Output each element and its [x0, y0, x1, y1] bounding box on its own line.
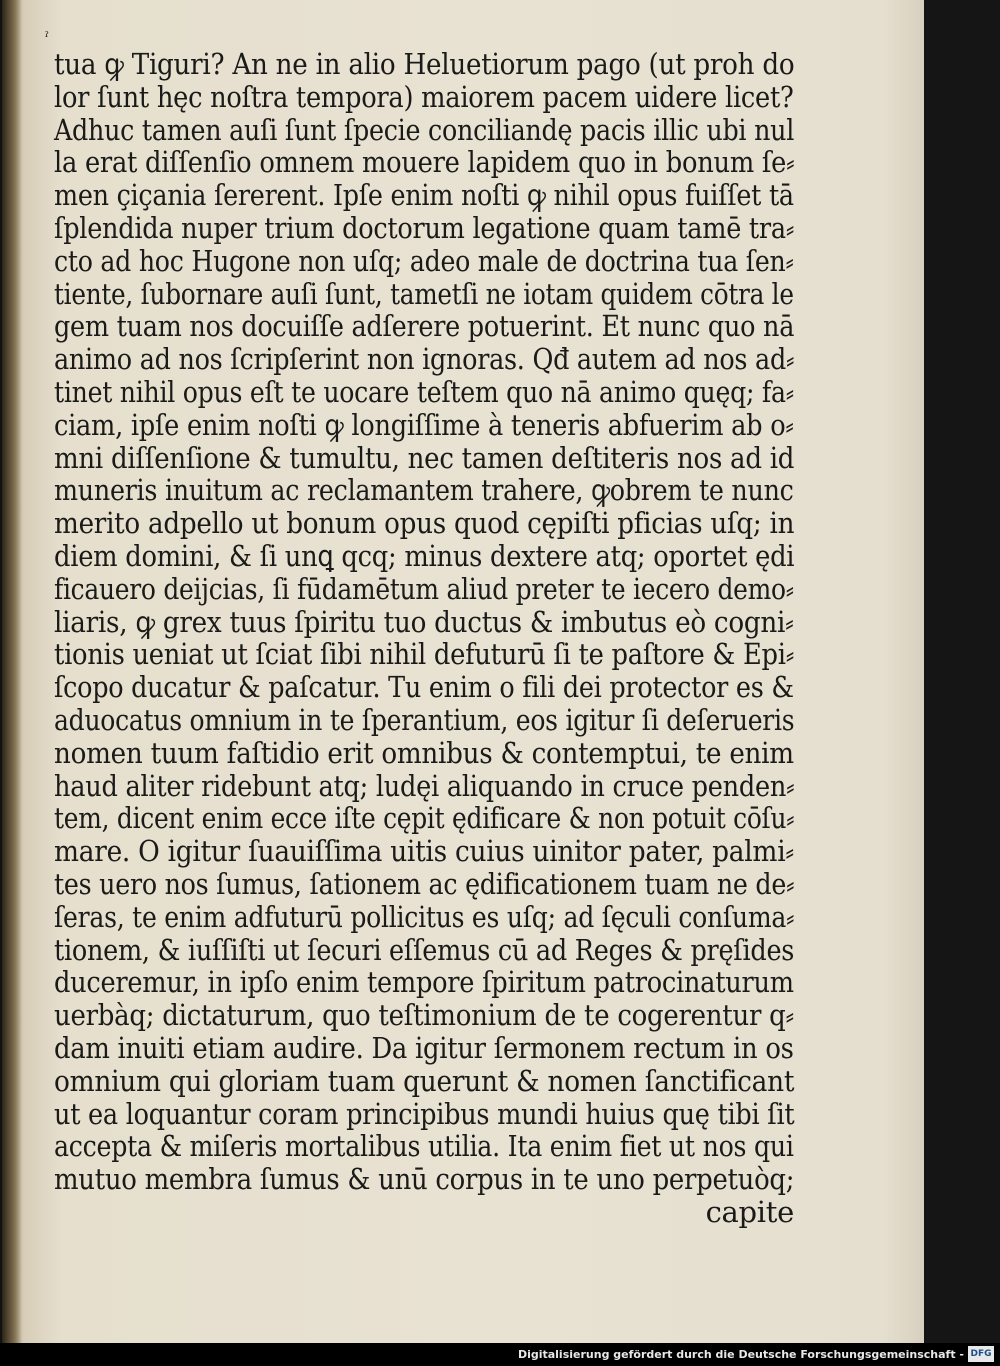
text-line: cto ad hoc Hugone non uſq; adeo male de doctrina tua ſen⸗ — [54, 243, 794, 278]
text-line: mare. O igitur ſuauiſſima uitis cuius uinitor pater, palmi⸗ — [54, 834, 794, 869]
text-line: tionis ueniat ut ſciat ſibi nihil defuturū ſi te paſtore & Epi⸗ — [54, 637, 795, 672]
text-line: tes uero nos ſumus, ſationem ac ędificationem tuam ne de⸗ — [54, 866, 795, 901]
text-line: ciam, ipſe enim noſti ꝙ longiſſime à teneris abfuerim ab o⸗ — [54, 407, 794, 442]
text-line: ficauero deijcias, ſi fūdamētum aliud preter te iecero demo⸗ — [54, 571, 794, 606]
text-line: muneris inuitum ac reclamantem trahere, ꝙobrem te nunc — [54, 473, 794, 508]
text-line: ut ea loquantur coram principibus mundi huius quę tibi ſit — [54, 1096, 795, 1131]
text-line: tionem, & iuſſiſti ut ſecuri eſſemus cū ad Reges & pręſides — [54, 932, 795, 967]
text-line: ſplendida nuper trium doctorum legatione quam tamē tra⸗ — [54, 210, 795, 245]
text-line: tinet nihil opus eſt te uocare teſtem quo nā animo quęq; fa⸗ — [54, 374, 794, 409]
text-line: la erat diſſenſio omnem mouere lapidem quo in bonum ſe⸗ — [54, 145, 795, 180]
digitization-footer — [0, 1343, 1000, 1366]
text-line: aduocatus omnium in te ſperantium, eos igitur ſi deſerueris — [54, 702, 795, 737]
text-line: merito adpello ut bonum opus quod cępiſti pficias uſq; in — [54, 506, 795, 541]
text-line: tem, dicent enim ecce iſte cępit ędificare & non potuit cōſu⸗ — [54, 801, 795, 836]
text-line: tua ꝙ Tiguri? An ne in alio Heluetiorum pago (ut proh do — [54, 47, 795, 81]
text-line: ſeras, te enim adfuturū pollicitus es uſq; ad ſęculi conſuma⸗ — [54, 899, 795, 934]
dfg-logo-icon: DFG — [968, 1346, 994, 1362]
page-mark: ˀ — [45, 30, 49, 46]
printed-text-block — [54, 48, 794, 1229]
text-line: mni diſſenſione & tumultu, nec tamen deſtiteris nos ad id — [54, 440, 795, 475]
text-line: Adhuc tamen auſi ſunt ſpecie conciliandę pacis illic ubi nul — [54, 112, 795, 147]
funding-credit: Digitalisierung gefördert durch die Deutsche Forschungsgemeinschaft - — [517, 1348, 964, 1361]
text-line: haud aliter ridebunt atq; ludęi aliquando in cruce penden⸗ — [54, 768, 795, 803]
text-line: dam inuiti etiam audire. Da igitur ſermonem rectum in os — [54, 1030, 794, 1065]
text-line: duceremur, in ipſo enim tempore ſpiritum patrocinaturum — [54, 965, 794, 1000]
text-line: accepta & miſeris mortalibus utilia. Ita enim fiet ut nos qui — [54, 1129, 794, 1164]
text-line: omnium qui gloriam tuam querunt & nomen ſanctificant — [54, 1063, 795, 1098]
text-line: liaris, ꝙ grex tuus ſpiritu tuo ductus & imbutus eò cogni⸗ — [54, 604, 794, 639]
text-line: animo ad nos ſcripſerint non ignoras. Qđ autem ad nos ad⸗ — [54, 342, 795, 377]
text-line: gem tuam nos docuiſſe adſerere potuerint. Et nunc quo nā — [54, 309, 795, 344]
book-page — [2, 0, 924, 1343]
text-line: mutuo membra ſumus & unū corpus in te uno perpetuòq; — [54, 1162, 795, 1197]
text-line: tiente, ſubornare auſi ſunt, tametſi ne iotam quidem cōtra le — [54, 276, 794, 311]
text-line: diem domini, & ſi unꝗ qcq; minus dextere atq; oportet ędi — [54, 538, 795, 573]
text-line: men çiçania ſererent. Ipſe enim noſti ꝙ nihil opus fuiſſet tā — [54, 178, 794, 213]
text-line: ſcopo ducatur & paſcatur. Tu enim o fili dei protector es & — [54, 670, 794, 705]
text-line: nomen tuum faſtidio erit omnibus & contemptui, te enim — [54, 735, 794, 770]
spine-shadow — [2, 0, 22, 1343]
catchword: capite — [705, 1194, 794, 1229]
text-line: uerbàq; dictaturum, quo teſtimonium de te cogerentur q⸗ — [54, 998, 794, 1033]
text-line: lor ſunt hęc noſtra tempora) maiorem pacem uidere licet? — [54, 79, 794, 114]
scan-background-edge — [924, 0, 1000, 1343]
